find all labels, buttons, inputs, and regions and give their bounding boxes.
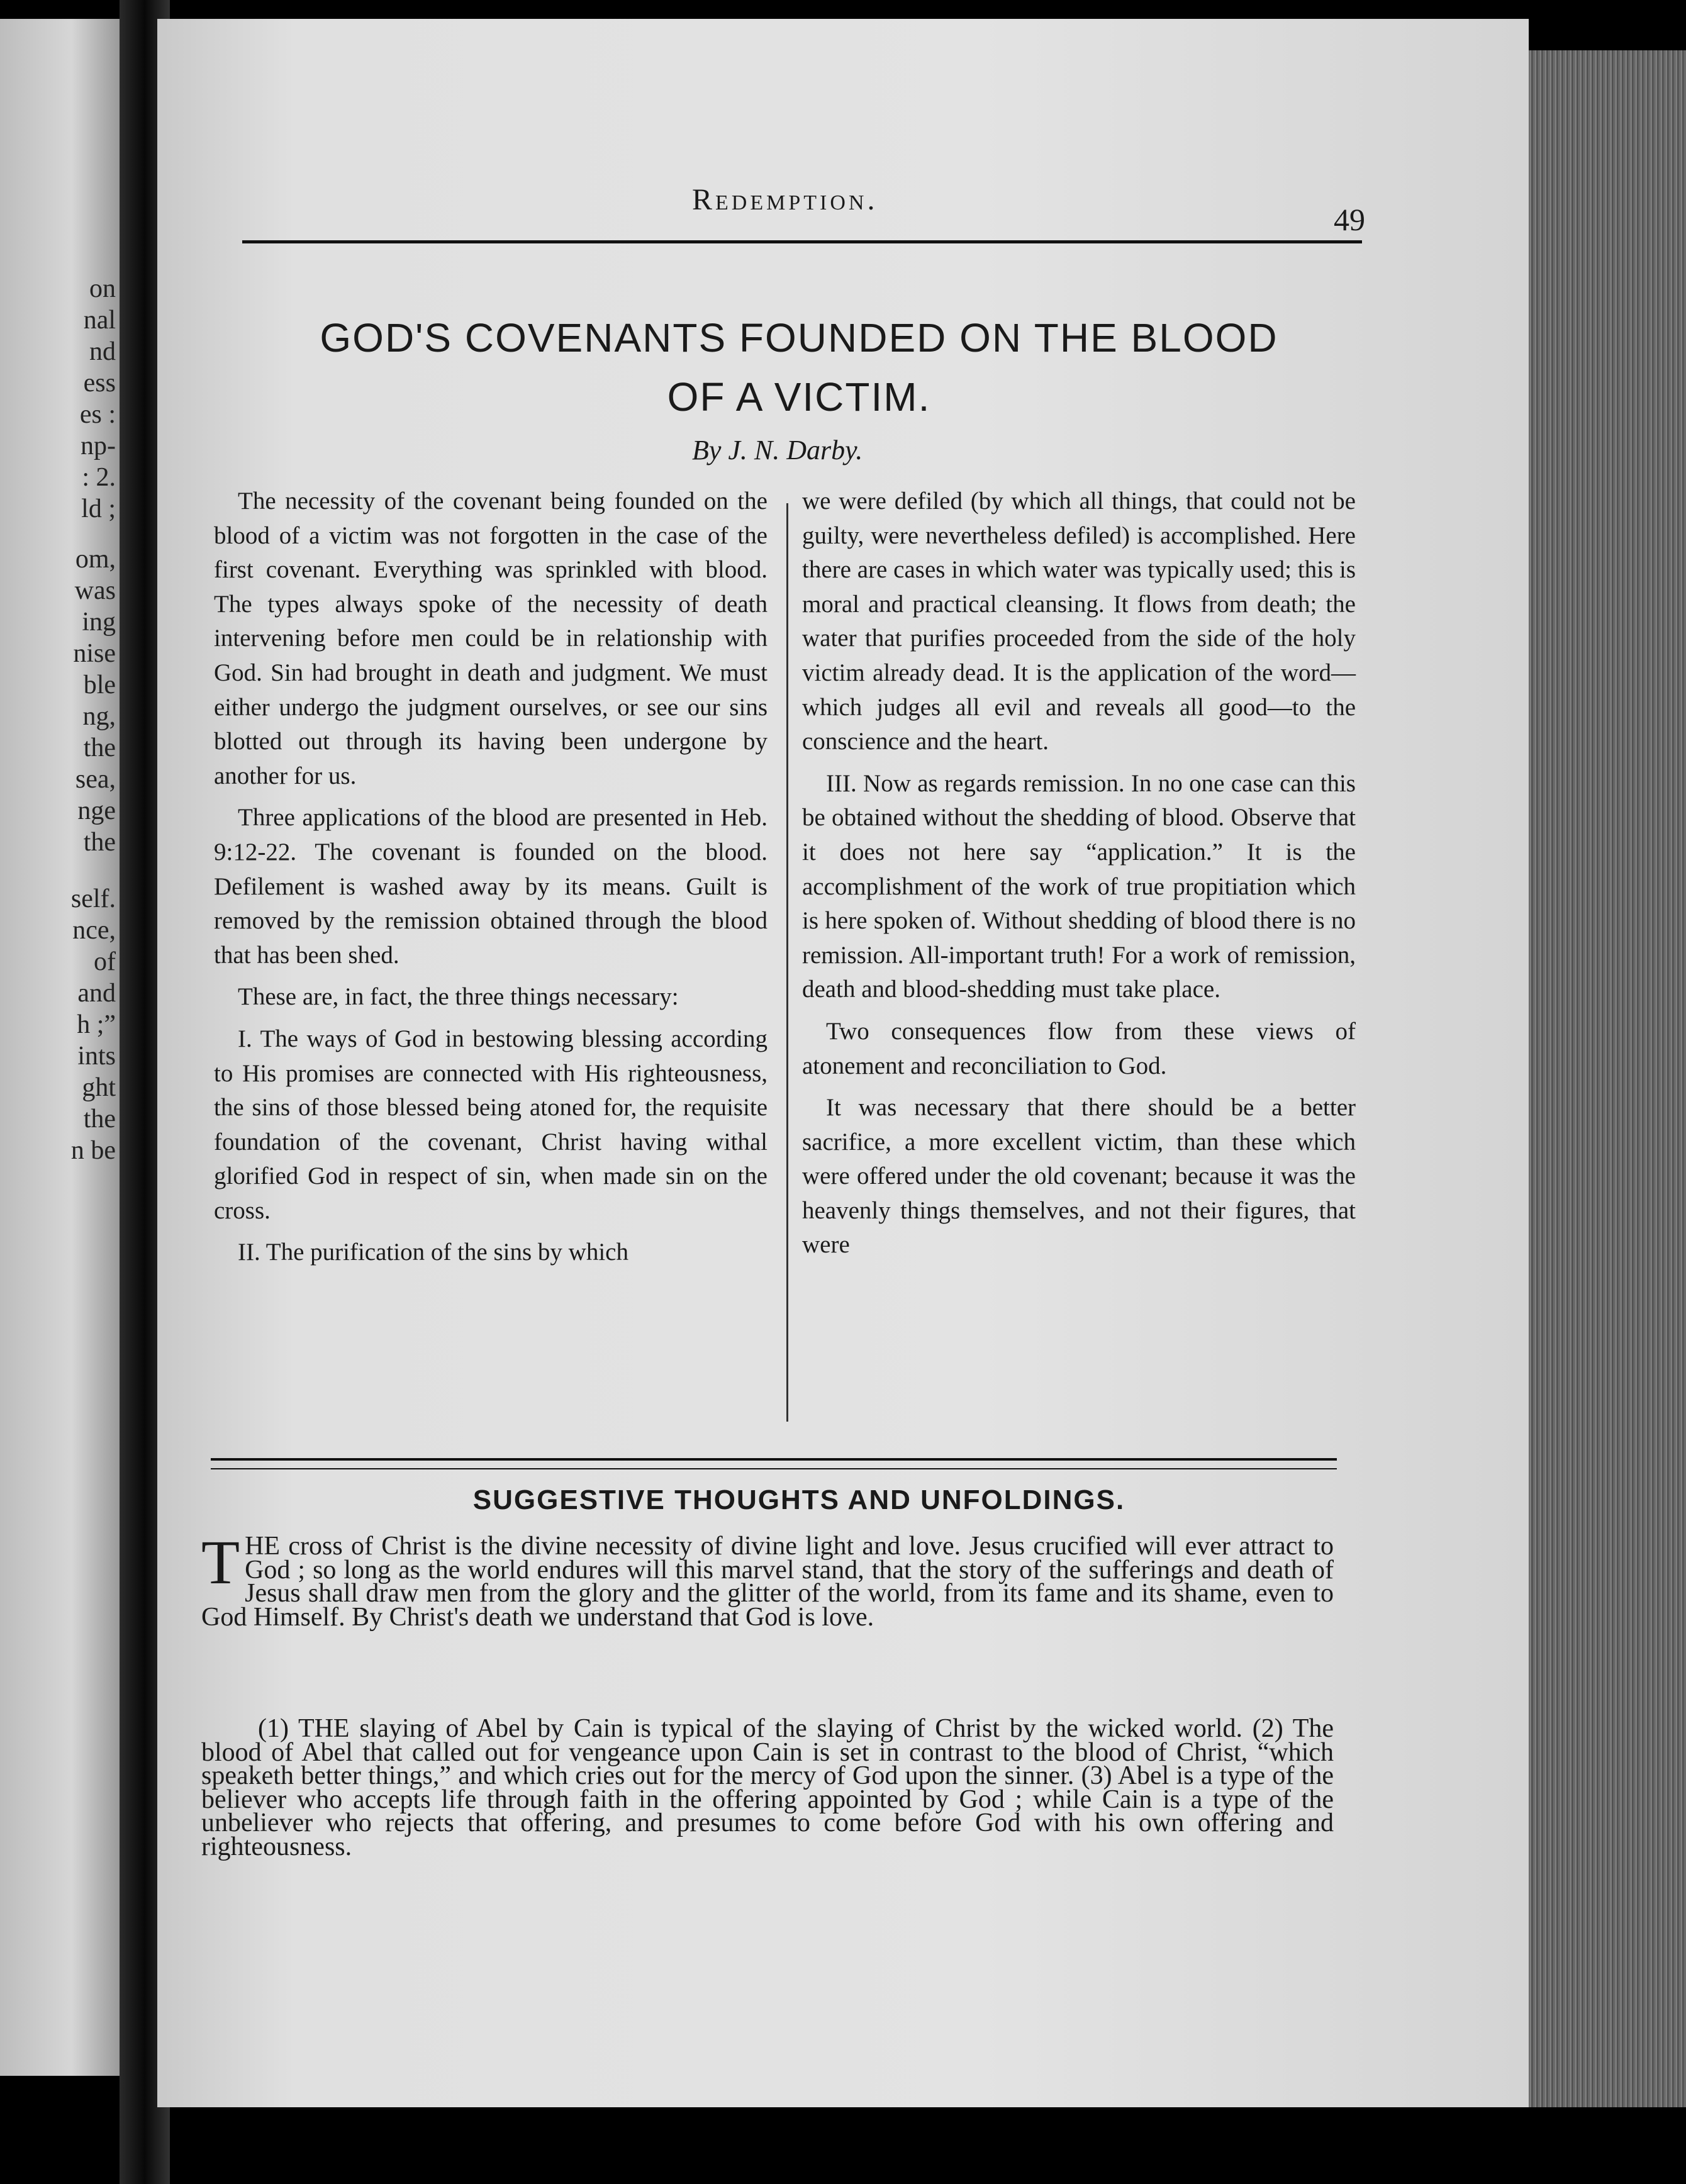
- section-paragraph-2: [201, 1714, 1334, 1861]
- left-page-fragment: on: [89, 274, 116, 303]
- column-divider: [786, 503, 788, 1422]
- left-page-fragment: and: [77, 979, 116, 1008]
- left-page-fragment: h ;”: [77, 1010, 116, 1039]
- left-page-fragment: nd: [89, 337, 116, 366]
- left-page-fragment: om,: [75, 545, 116, 574]
- left-page-fragment: ld ;: [81, 494, 116, 523]
- paragraph: These are, in fact, the three things necessary:: [238, 983, 679, 1011]
- paragraph: Two consequences flow from these views of atonement and reconciliation to God.: [802, 1017, 1356, 1079]
- article-title-line-2: OF A VICTIM.: [667, 374, 931, 420]
- paragraph: Three applications of the blood are presented in Heb. 9:12-22. The covenant is founded on the blood. Defilement is washed away by its means. Guilt is removed by the remission obtained through the blood that has been shed.: [214, 804, 768, 969]
- paragraph-text: (1) THE slaying of Abel by Cain is typical of the slaying of Christ by the wicked world. (2) The blood of Abel that called out for vengeance upon Cain is set in contrast to the blood of Christ, “which speaketh better things,” and which cries out for the mercy of God upon the sinner. (3) Abel is a type of the believer who accepts life through faith in the offering appointed by God ; while Cain is a type of the unbeliever who rejects that offering, and presumes to come before God with his own offering and righteousness.: [201, 1714, 1334, 1861]
- page-number: 49: [1334, 202, 1365, 237]
- left-page-fragment: ints: [77, 1042, 116, 1071]
- left-page-fragment: of: [94, 947, 116, 976]
- left-facing-page: [0, 19, 120, 2076]
- left-page-fragment: the: [83, 828, 116, 857]
- section-rule: [211, 1468, 1337, 1469]
- left-page-fragment: ing: [82, 608, 116, 637]
- article-byline: By J. N. Darby.: [692, 435, 863, 465]
- left-page-fragment: ble: [83, 671, 116, 699]
- left-page-fragment: : 2.: [82, 463, 116, 492]
- article-title-line-1: GOD'S COVENANTS FOUNDED ON THE BLOOD: [320, 315, 1278, 360]
- left-page-fragment: ess: [83, 369, 116, 398]
- left-page-fragment: np-: [81, 432, 116, 460]
- left-page-fragment: the: [83, 1105, 116, 1134]
- paragraph: The necessity of the covenant being founded on the blood of a victim was not forgotten in the case of the first covenant. Everything was sprinkled with blood. The types always spoke of the necessity of death intervening before men could be in relationship with God. Sin had brought in death and judgment. We must either undergo the judgment ourselves, or see our sins blotted out through its having been undergone by another for us.: [214, 488, 768, 789]
- page-edges: [1529, 50, 1686, 2107]
- section-rule: [211, 1458, 1337, 1461]
- left-page-fragment: was: [74, 576, 116, 605]
- left-page-fragment: nge: [77, 796, 116, 825]
- paragraph: I. The ways of God in bestowing blessing according to His promises are connected with His righteousness, the sins of those blessed being atoned for, the requisite foundation of the covenant, Christ having withal glorified God in respect of sin, when made sin on the cross.: [214, 1025, 768, 1224]
- left-page-fragment: the: [83, 733, 116, 762]
- left-page-fragment: n be: [70, 1136, 116, 1165]
- section-paragraph-1: [201, 1527, 1334, 1632]
- paragraph: II. The purification of the sins by which: [238, 1239, 628, 1266]
- left-column: [214, 484, 768, 1422]
- header-rule: [242, 240, 1362, 243]
- drop-cap: T: [201, 1527, 240, 1597]
- right-column: [802, 484, 1356, 1422]
- left-page-fragment: self.: [70, 884, 116, 913]
- left-page-fragment: sea,: [75, 765, 116, 794]
- left-page-fragment: nal: [83, 306, 116, 335]
- left-page-fragment: ght: [82, 1073, 116, 1102]
- left-page-fragment: nce,: [72, 916, 116, 945]
- article-title: [264, 308, 1334, 426]
- section-title: SUGGESTIVE THOUGHTS AND UNFOLDINGS.: [472, 1485, 1125, 1515]
- left-page-fragment: nise: [73, 639, 116, 668]
- paragraph: It was necessary that there should be a better sacrifice, a more excellent victim, than these which were offered under the old covenant; because it was the heavenly things themselves, and not their figures, that were: [802, 1094, 1356, 1259]
- paragraph-text: HE cross of Christ is the divine necessity of divine light and love. Jesus crucified will ever attract to God ; so long as the world endures will this marvel stand, that the story of the sufferings and death of Jesus shall draw men from the glory and the glitter of the world, from its fame and its shame, even to God Himself. By Christ's death we understand that God is love.: [201, 1532, 1334, 1632]
- paragraph: III. Now as regards remission. In no one case can this be obtained without the shedding of blood. Observe that it does not here say “application.” It is the accomplishment of the work of true propitiation which is here spoken of. Without shedding of blood there is no remission. All-important truth! For a work of remission, death and blood-shedding must take place.: [802, 769, 1356, 1003]
- left-page-fragment: ng,: [82, 702, 116, 731]
- running-head: Redemption.: [692, 183, 878, 216]
- paragraph-continuation: we were defiled (by which all things, that could not be guilty, were nevertheless defiled) is accomplished. Here there are cases in which water was typically used; this is moral and practical cleansing. It flows from death; the water that purifies proceeded from the side of the holy victim already dead. It is the application of the word—which judges all evil and reveals all good—to the conscience and the heart.: [802, 488, 1356, 755]
- left-page-fragment: es :: [79, 400, 116, 429]
